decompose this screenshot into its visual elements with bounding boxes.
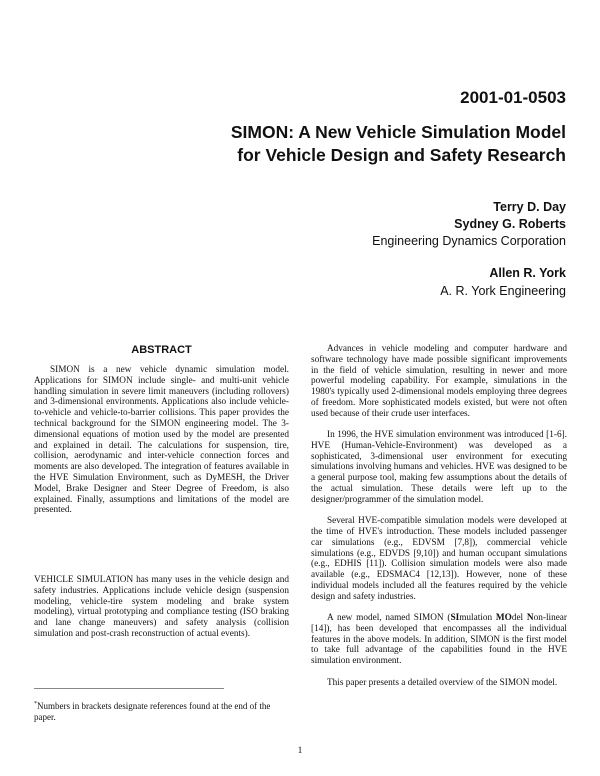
introduction-body — [34, 575, 289, 649]
author-name-1: Terry D. Day — [493, 200, 566, 214]
title-line-1: SIMON: A New Vehicle Simulation Model — [230, 122, 566, 142]
paragraph-hve-introduced: In 1996, the HVE simulation environment was introduced [1-6]. HVE (Human-Vehicle-Environment) was developed as a sophisticated, 3-dimensional user environment for executing simulations involving humans and vehicles. HVE was designed to be a general purpose tool, making few assumptions about the details of the actual simulation. These details were left up to the designer/programmer of the simulation model. — [311, 430, 567, 505]
paragraph-advances: Advances in vehicle modeling and computer hardware and software technology have made possible significant improvements in the field of vehicle simulation, resulting in newer and more powerful modeling capability. For example, simulations in the 1980's typically used 2-dimensional models employing three degrees of freedom. More sophisticated models existed, but were not often used because of their crude user interfaces. — [311, 344, 567, 419]
author-name-3: Allen R. York — [489, 266, 566, 280]
introduction-paragraph: VEHICLE SIMULATION has many uses in the vehicle design and safety industries. Applications include vehicle design (suspension modeling, vehicle-tire system modeling and brake system modeling), virtual prototyping and compliance testing (ISO braking and lane change maneuvers) and safety analysis (collision simulation and post-crash reconstruction of actual events). — [34, 575, 289, 639]
footnote-divider — [34, 688, 224, 689]
title-line-2: for Vehicle Design and Safety Research — [237, 145, 566, 165]
abstract-body — [34, 365, 289, 525]
author-affiliation-2: A. R. York Engineering — [440, 284, 566, 298]
right-column — [311, 344, 567, 699]
page-number: 1 — [297, 746, 303, 756]
author-name-2: Sydney G. Roberts — [454, 217, 566, 231]
footnote — [34, 699, 289, 722]
paragraph-simon-model: A new model, named SIMON (SImulation MOdel Non-linear [14]), has been developed that encompasses all the individual features in the above models. In addition, SIMON is the first model to take full advantage of the capabilities found in the HVE simulation environment. — [311, 613, 567, 667]
footnote-text: Numbers in brackets designate references found at the end of the paper. — [34, 701, 271, 722]
footnote-mark: * — [34, 701, 37, 707]
paragraph-compatible-models: Several HVE-compatible simulation models were developed at the time of HVE's introduction. These models included passenger car simulations (e.g., EDVSM [7,8]), commercial vehicle simulations (e.g., EDVDS [9,10]) and human occupant simulations (e.g., EDHIS [11]). Collision simulation models were also made available (e.g., EDSMAC4 [12,13]). However, none of these individual models included all the features required by the vehicle design and safety industries. — [311, 516, 567, 602]
author-affiliation-1: Engineering Dynamics Corporation — [372, 234, 566, 248]
abstract-heading: ABSTRACT — [131, 344, 192, 356]
abstract-paragraph: SIMON is a new vehicle dynamic simulation model. Applications for SIMON include single- and multi-unit vehicle handling simulation in severe limit maneuvers (including rollovers) and 3-dimensional environments. Applications also include vehicle-to-vehicle and vehicle-to-barrier collisions. This paper provides the technical background for the SIMON engineering model. The 3-dimensional equations of motion used by the model are presented and explained in detail. The calculations for suspension, tire, collision, aerodynamic and inter-vehicle connection forces and moments are also developed. The integration of features available in the HVE Simulation Environment, such as DyMESH, the Driver Model, Brake Designer and Steer Degree of Freedom, is also explained. Finally, assumptions and limitations of the model are presented. — [34, 365, 289, 516]
paper-number: 2001-01-0503 — [460, 88, 566, 107]
paragraph-overview: This paper presents a detailed overview of the SIMON model. — [327, 677, 558, 688]
paper-title — [231, 121, 566, 167]
